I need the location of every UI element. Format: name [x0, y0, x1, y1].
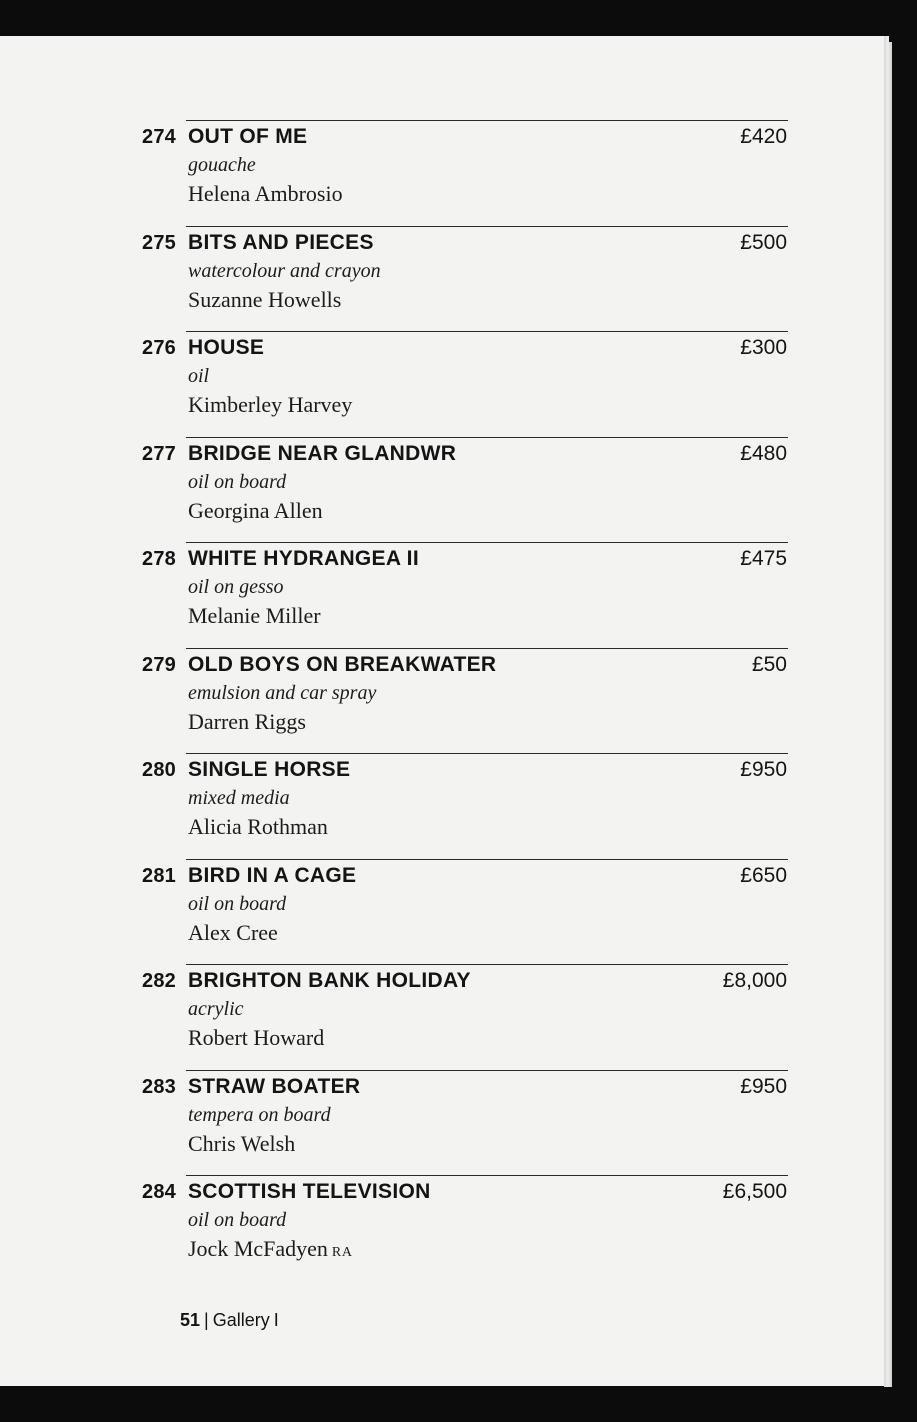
entry-title: OUT OF ME — [188, 125, 308, 148]
entry-rule — [186, 648, 788, 649]
entry-price: £475 — [740, 547, 787, 570]
entry-number: 282 — [142, 970, 176, 992]
catalogue-entry-275 — [0, 226, 884, 332]
footer-trailing-mark: I — [273, 1310, 279, 1330]
entry-price: £480 — [740, 441, 787, 465]
catalogue-entry-284 — [0, 1175, 884, 1281]
entry-title: OLD BOYS ON BREAKWATER — [188, 652, 497, 676]
catalogue-entry-279 — [0, 648, 884, 754]
catalogue-entry-282 — [0, 964, 884, 1070]
entry-price: £650 — [740, 863, 787, 887]
artist-name: Darren Riggs — [188, 708, 306, 734]
artist-name: Helena Ambrosio — [188, 181, 343, 206]
entry-title: BRIGHTON BANK HOLIDAY — [188, 969, 471, 992]
footer-section: Gallery — [212, 1310, 270, 1330]
entry-title: BITS AND PIECES — [188, 230, 374, 254]
entry-rule — [186, 120, 788, 121]
entry-rule — [186, 331, 788, 332]
artist-name: Chris Welsh — [188, 1130, 296, 1156]
catalogue-entry-280 — [0, 753, 884, 859]
entry-rule — [186, 753, 788, 754]
artist-name: Jock McFadyen — [188, 1236, 328, 1261]
entry-number: 279 — [142, 653, 176, 676]
entry-title: BRIDGE NEAR GLANDWR — [188, 441, 457, 465]
entry-artist — [188, 603, 321, 629]
entry-medium: oil — [188, 365, 210, 387]
entry-price: £6,500 — [722, 1180, 787, 1203]
entry-price: £950 — [740, 758, 787, 781]
footer-separator: | — [204, 1310, 209, 1330]
entry-medium: oil on gesso — [188, 576, 284, 598]
artist-honour: RA — [331, 1245, 353, 1260]
entry-medium: oil on board — [188, 1209, 287, 1231]
entry-price: £50 — [751, 652, 787, 676]
entry-artist — [188, 1236, 353, 1262]
entry-medium: mixed media — [188, 787, 290, 809]
entry-price: £420 — [740, 125, 787, 148]
entry-rule — [186, 542, 788, 543]
entry-number: 278 — [142, 548, 176, 570]
entry-medium: gouache — [188, 154, 256, 176]
entry-artist — [188, 814, 328, 840]
entry-number: 284 — [142, 1181, 176, 1203]
entry-price: £500 — [740, 230, 787, 254]
entry-number: 283 — [142, 1075, 176, 1098]
entry-artist — [188, 181, 343, 207]
entry-artist — [188, 1025, 324, 1051]
entry-title: STRAW BOATER — [188, 1074, 361, 1098]
entry-number: 275 — [142, 231, 176, 254]
catalogue-entries — [0, 120, 884, 1281]
page-number: 51 — [180, 1310, 201, 1330]
entry-number: 276 — [142, 337, 176, 359]
catalogue-entry-283 — [0, 1070, 884, 1176]
entry-number: 274 — [142, 126, 176, 148]
page-edge — [884, 42, 892, 1387]
entry-rule — [186, 1175, 788, 1176]
catalogue-entry-277 — [0, 437, 884, 543]
entry-rule — [186, 859, 788, 860]
entry-number: 280 — [142, 759, 176, 781]
artist-name: Alicia Rothman — [188, 814, 328, 839]
catalogue-entry-278 — [0, 542, 884, 648]
artist-name: Georgina Allen — [188, 497, 323, 523]
entry-medium: oil on board — [188, 892, 287, 915]
artist-name: Suzanne Howells — [188, 286, 342, 312]
catalogue-entry-274 — [0, 120, 884, 226]
entry-rule — [186, 437, 788, 438]
entry-rule — [186, 1070, 788, 1071]
entry-rule — [186, 226, 788, 227]
entry-title: WHITE HYDRANGEA II — [188, 547, 419, 570]
artist-name: Melanie Miller — [188, 603, 321, 628]
entry-title: BIRD IN A CAGE — [188, 863, 357, 887]
catalogue-page — [0, 36, 884, 1386]
entry-artist — [188, 498, 323, 524]
entry-price: £8,000 — [722, 969, 787, 992]
entry-medium: emulsion and car spray — [188, 681, 377, 704]
entry-artist — [188, 920, 278, 946]
artist-name: Alex Cree — [188, 919, 278, 945]
page-footer — [180, 1310, 279, 1331]
entry-artist — [188, 287, 341, 313]
entry-medium: acrylic — [188, 998, 244, 1020]
entry-medium: tempera on board — [188, 1103, 331, 1126]
artist-name: Kimberley Harvey — [188, 392, 353, 417]
entry-medium: watercolour and crayon — [188, 259, 381, 282]
artist-name: Robert Howard — [188, 1025, 325, 1050]
entry-artist — [188, 1131, 295, 1157]
catalogue-entry-281 — [0, 859, 884, 965]
entry-medium: oil on board — [188, 470, 287, 493]
entry-artist — [188, 392, 352, 418]
entry-rule — [186, 964, 788, 965]
entry-price: £950 — [740, 1074, 787, 1098]
entry-title: SCOTTISH TELEVISION — [188, 1180, 431, 1203]
catalogue-entry-276 — [0, 331, 884, 437]
entry-title: HOUSE — [188, 336, 265, 359]
entry-number: 281 — [142, 864, 176, 887]
entry-artist — [188, 709, 306, 735]
entry-price: £300 — [740, 336, 787, 359]
entry-number: 277 — [142, 442, 176, 465]
entry-title: SINGLE HORSE — [188, 758, 351, 781]
